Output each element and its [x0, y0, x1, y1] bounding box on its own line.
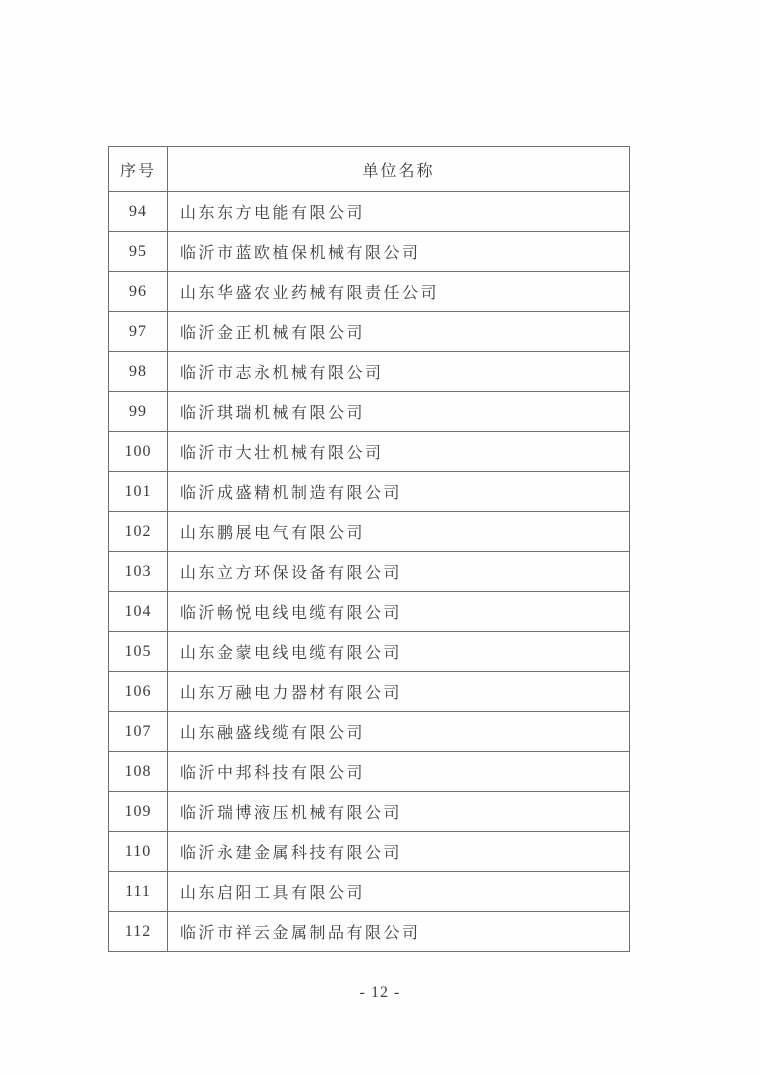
table-row	[109, 472, 630, 512]
table-row	[109, 672, 630, 712]
row-number-cell: 110	[109, 832, 168, 872]
company-name-cell: 山东华盛农业药械有限责任公司	[168, 272, 630, 312]
row-number-cell: 105	[109, 632, 168, 672]
table-row	[109, 872, 630, 912]
row-number-cell: 103	[109, 552, 168, 592]
row-number-cell: 112	[109, 912, 168, 952]
table-row	[109, 232, 630, 272]
row-number-cell: 100	[109, 432, 168, 472]
company-name-cell: 山东立方环保设备有限公司	[168, 552, 630, 592]
row-number-cell: 104	[109, 592, 168, 632]
row-number-cell: 107	[109, 712, 168, 752]
row-number-cell: 97	[109, 312, 168, 352]
company-name-cell: 山东东方电能有限公司	[168, 192, 630, 232]
table-row	[109, 552, 630, 592]
company-name-cell: 临沂成盛精机制造有限公司	[168, 472, 630, 512]
company-name-cell: 临沂市蓝欧植保机械有限公司	[168, 232, 630, 272]
table-row	[109, 752, 630, 792]
company-name-cell: 临沂市祥云金属制品有限公司	[168, 912, 630, 952]
company-name-cell: 临沂市大壮机械有限公司	[168, 432, 630, 472]
header-serial-number: 序号	[109, 147, 168, 192]
table-row	[109, 272, 630, 312]
table-row	[109, 312, 630, 352]
company-name-cell: 临沂畅悦电线电缆有限公司	[168, 592, 630, 632]
row-number-cell: 106	[109, 672, 168, 712]
table-row	[109, 432, 630, 472]
row-number-cell: 96	[109, 272, 168, 312]
company-name-cell: 山东启阳工具有限公司	[168, 872, 630, 912]
page-number: - 12 -	[359, 984, 401, 1001]
row-number-cell: 101	[109, 472, 168, 512]
row-number-cell: 108	[109, 752, 168, 792]
company-name-cell: 山东金蒙电线电缆有限公司	[168, 632, 630, 672]
company-list-table	[108, 146, 630, 952]
company-table-body	[109, 192, 630, 952]
row-number-cell: 99	[109, 392, 168, 432]
table-row	[109, 792, 630, 832]
row-number-cell: 111	[109, 872, 168, 912]
table-row	[109, 352, 630, 392]
company-name-cell: 山东融盛线缆有限公司	[168, 712, 630, 752]
table-row	[109, 592, 630, 632]
company-name-cell: 临沂市志永机械有限公司	[168, 352, 630, 392]
table-row	[109, 832, 630, 872]
row-number-cell: 95	[109, 232, 168, 272]
table-row	[109, 192, 630, 232]
table-row	[109, 392, 630, 432]
row-number-cell: 94	[109, 192, 168, 232]
company-name-cell: 临沂中邦科技有限公司	[168, 752, 630, 792]
company-name-cell: 临沂琪瑞机械有限公司	[168, 392, 630, 432]
table-row	[109, 712, 630, 752]
header-unit-name: 单位名称	[168, 147, 630, 192]
row-number-cell: 109	[109, 792, 168, 832]
table-row	[109, 912, 630, 952]
company-name-cell: 山东鹏展电气有限公司	[168, 512, 630, 552]
row-number-cell: 98	[109, 352, 168, 392]
row-number-cell: 102	[109, 512, 168, 552]
table-row	[109, 512, 630, 552]
table-header-row	[109, 147, 630, 192]
company-name-cell: 临沂瑞博液压机械有限公司	[168, 792, 630, 832]
table-row	[109, 632, 630, 672]
table-header	[109, 147, 630, 192]
company-name-cell: 山东万融电力器材有限公司	[168, 672, 630, 712]
company-name-cell: 临沂金正机械有限公司	[168, 312, 630, 352]
company-name-cell: 临沂永建金属科技有限公司	[168, 832, 630, 872]
